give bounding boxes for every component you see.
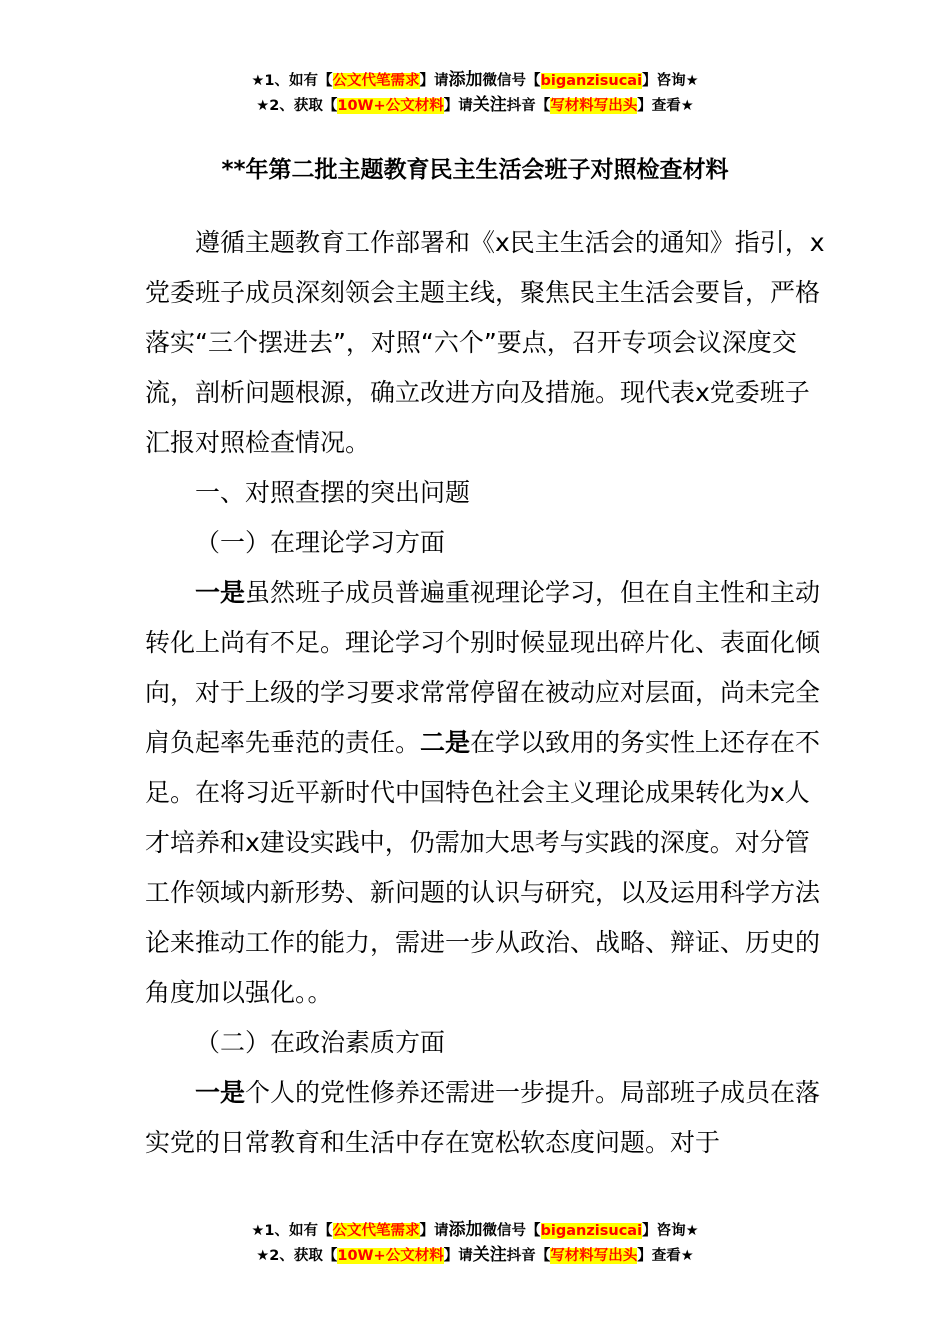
body-paragraph: [145, 1068, 825, 1168]
promo-highlight: 公文代笔需求: [332, 73, 420, 89]
subsection-heading: （二）在政治素质方面: [195, 1028, 446, 1057]
promo-emphasis: 关注: [472, 1245, 507, 1265]
item-lead: 一是: [195, 578, 246, 607]
promo-text: 抖音【: [506, 98, 551, 114]
promo-text: 】咨询★: [642, 73, 699, 89]
promo-text: ★1、如有【: [251, 1223, 333, 1239]
promo-text: 】请: [443, 1248, 473, 1264]
intro-paragraph: 遵循主题教育工作部署和《x民主生活会的通知》指引，x党委班子成员深刻领会主题主线，聚焦民主生活会要旨，严格落实“三个摆进去”，对照“六个”要点，召开专项会议深度交流，剖析问题根源，确立改进方向及措施。现代表x党委班子汇报对照检查情况。: [145, 228, 825, 457]
item-lead: 二是: [420, 728, 471, 757]
promo-text: 微信号【: [482, 73, 541, 89]
promo-text: 】请: [419, 73, 449, 89]
item-lead: 一是: [195, 1078, 246, 1107]
promo-line-1: [0, 68, 950, 93]
promo-text: 微信号【: [482, 1223, 541, 1239]
promo-emphasis: 关注: [472, 95, 507, 115]
promo-highlight: 公文代笔需求: [332, 1223, 420, 1239]
item-text: 个人的党性修养还需进一步提升。局部班子成员在落实党的日常教育和生活中存在宽松软态度问题。对于: [145, 1078, 821, 1157]
promo-banner-top: [0, 68, 950, 118]
promo-line-2: [0, 1243, 950, 1268]
document-title: **年第二批主题教育民主生活会班子对照检查材料: [221, 157, 729, 183]
promo-highlight: 10W+公文材料: [337, 1248, 444, 1264]
promo-highlight: 写材料写出头: [550, 98, 638, 114]
document-body: [145, 218, 825, 1168]
promo-text: 】咨询★: [642, 1223, 699, 1239]
promo-text: 】查看★: [637, 98, 694, 114]
promo-line-2: [0, 93, 950, 118]
subsection-heading: （一）在理论学习方面: [195, 528, 446, 557]
promo-emphasis: 添加: [448, 1220, 483, 1240]
promo-text: ★2、获取【: [256, 1248, 338, 1264]
promo-banner-bottom: [0, 1218, 950, 1268]
promo-text: 】请: [419, 1223, 449, 1239]
promo-text: ★2、获取【: [256, 98, 338, 114]
promo-line-1: [0, 1218, 950, 1243]
promo-highlight: 写材料写出头: [550, 1248, 638, 1264]
promo-text: 抖音【: [506, 1248, 551, 1264]
promo-highlight: biganzisucai: [540, 1223, 643, 1239]
item-text: 在学以致用的务实性上还存在不足。在将习近平新时代中国特色社会主义理论成果转化为x人才培养和x建设实践中，仍需加大思考与实践的深度。对分管工作领域内新形势、新问题的认识与研究，以及运用科学方法论来推动工作的能力，需进一步从政治、战略、辩证、历史的角度加以强化。。: [145, 728, 821, 1007]
promo-text: 】查看★: [637, 1248, 694, 1264]
promo-text: ★1、如有【: [251, 73, 333, 89]
body-paragraph: [145, 568, 825, 1018]
promo-highlight: biganzisucai: [540, 73, 643, 89]
promo-highlight: 10W+公文材料: [337, 98, 444, 114]
section-heading: 一、对照查摆的突出问题: [195, 478, 471, 507]
item-text: 虽然班子成员普遍重视理论学习，但在自主性和主动转化上尚有不足。理论学习个别时候显现出碎片化、表面化倾向，对于上级的学习要求常常停留在被动应对层面，尚未完全肩负起率先垂范的责任。: [145, 578, 821, 757]
promo-emphasis: 添加: [448, 70, 483, 90]
promo-text: 】请: [443, 98, 473, 114]
